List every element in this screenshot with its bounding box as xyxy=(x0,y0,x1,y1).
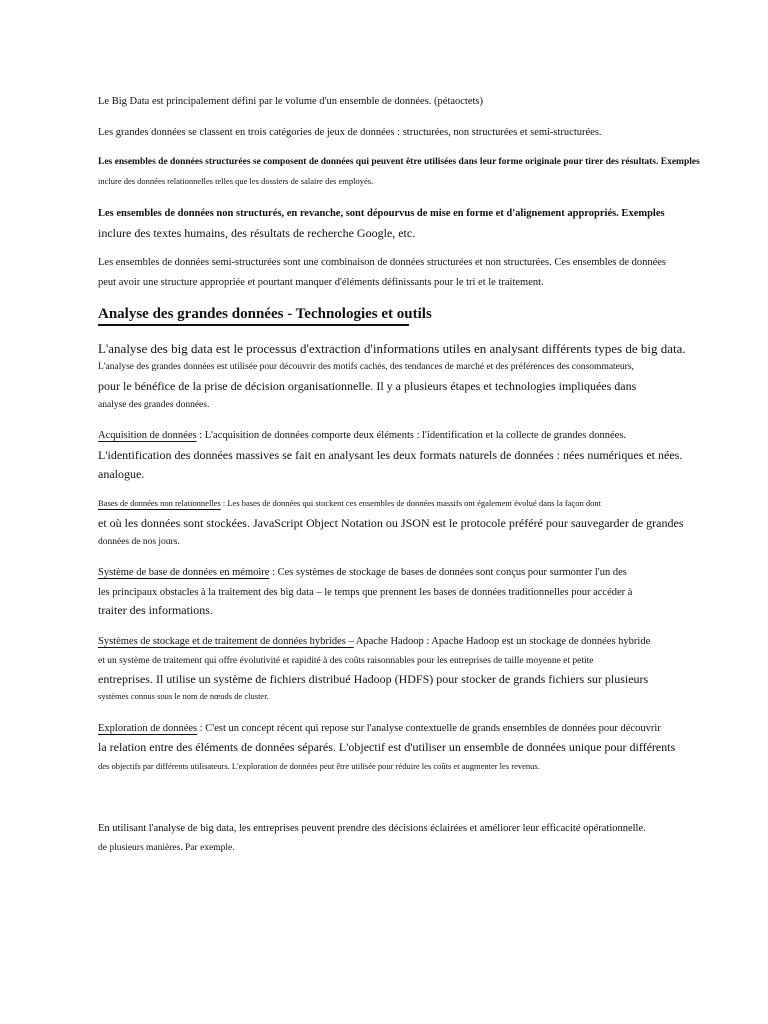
hybrid-line-1 xyxy=(98,636,650,648)
acquisition-term: Acquisition de données xyxy=(98,430,197,441)
semi-structured-line-2: peut avoir une structure appropriée et pourtant manquer d'éléments définissants pour le tri et le traitement. xyxy=(98,277,544,288)
unstructured-line-1: Les ensembles de données non structurés, en revanche, sont dépourvus de mise en forme et d'alignement appropriés. Exemples xyxy=(98,208,665,219)
hybrid-text: Apache Hadoop : Apache Hadoop est un stockage de données hybride xyxy=(353,636,651,647)
inmemory-term: Système de base de données en mémoire xyxy=(98,567,270,578)
nosql-text: : Les bases de données qui stockent ces ensembles de données massifs ont également évolué dans la façon dont xyxy=(220,498,602,508)
closing-line-1: En utilisant l'analyse de big data, les entreprises peuvent prendre des décisions éclairées et améliorer leur efficacité opérationnelle. xyxy=(98,823,646,834)
nosql-line-3: données de nos jours. xyxy=(98,537,180,547)
acquisition-line-2: L'identification des données massives se fait en analysant les deux formats naturels de données : nées numériques et nées. xyxy=(98,448,683,462)
intro-line-4: analyse des grandes données. xyxy=(98,400,210,410)
semi-structured-line-1: Les ensembles de données semi-structurées sont une combinaison de données structurées et non structurées. Ces ensembles de données xyxy=(98,257,667,268)
intro-line-2: L'analyse des grandes données est utilisée pour découvrir des motifs cachés, des tendances de marché et des préférences des consommateurs, xyxy=(98,362,634,372)
acquisition-line-3: analogue. xyxy=(98,467,145,481)
inmemory-text: : Ces systèmes de stockage de bases de données sont conçus pour surmonter l'un des xyxy=(269,567,627,578)
paragraph-big-data-definition: Le Big Data est principalement défini par le volume d'un ensemble de données. (pétaoctets) xyxy=(98,96,484,107)
intro-line-3: pour le bénéfice de la prise de décision organisationnelle. Il y a plusieurs étapes et technologies impliquées dans xyxy=(98,379,637,393)
mining-text: : C'est un concept récent qui repose sur l'analyse contextuelle de grands ensembles de données pour découvrir xyxy=(197,723,661,734)
acquisition-text: : L'acquisition de données comporte deux éléments : l'identification et la collecte de grandes données. xyxy=(196,430,627,441)
section-heading: Analyse des grandes données - Technologies et outils xyxy=(98,306,432,322)
inmemory-line-2: les principaux obstacles à la traitement des big data – le temps que prennent les bases de données traditionnelles pour accéder à xyxy=(98,587,633,598)
structured-line-1: Les ensembles de données structurées se composent de données qui peuvent être utilisées dans leur forme originale pour tirer des résultats. Exemples xyxy=(98,157,700,167)
hybrid-term: Systèmes de stockage et de traitement de données hybrides – xyxy=(98,636,354,647)
unstructured-line-2: inclure des textes humains, des résultats de recherche Google, etc. xyxy=(98,226,416,240)
nosql-line-1 xyxy=(98,499,601,509)
mining-line-3: des objectifs par différents utilisateurs. L'exploration de données peut être utilisée pour réduire les coûts et augmenter les revenus. xyxy=(98,761,540,771)
closing-line-2: de plusieurs manières. Par exemple. xyxy=(98,843,235,853)
inmemory-line-1 xyxy=(98,567,627,579)
paragraph-categories: Les grandes données se classent en trois catégories de jeux de données : structurées, non structurées et semi-structurées. xyxy=(98,127,602,138)
mining-term: Exploration de données xyxy=(98,723,198,734)
mining-line-1 xyxy=(98,723,661,735)
inmemory-line-3: traiter des informations. xyxy=(98,603,213,617)
nosql-term: Bases de données non relationnelles xyxy=(98,498,221,508)
intro-line-1: L'analyse des big data est le processus d'extraction d'informations utiles en analysant différents types de big data. xyxy=(98,341,686,356)
acquisition-line-1 xyxy=(98,430,626,442)
heading-underline xyxy=(98,324,409,326)
nosql-line-2: et où les données sont stockées. JavaScript Object Notation ou JSON est le protocole préféré pour sauvegarder de grandes xyxy=(98,516,684,530)
hybrid-line-4: systèmes connus sous le nom de nœuds de cluster. xyxy=(98,691,269,701)
mining-line-2: la relation entre des éléments de données séparés. L'objectif est d'utiliser un ensemble de données unique pour différents xyxy=(98,740,676,754)
hybrid-line-3: entreprises. Il utilise un système de fichiers distribué Hadoop (HDFS) pour stocker de grands fichiers sur plusieurs xyxy=(98,672,649,686)
hybrid-line-2: et un système de traitement qui offre évolutivité et rapidité à des coûts raisonnables pour les entreprises de taille moyenne et petite xyxy=(98,656,594,666)
structured-line-2: inclure des données relationnelles telles que les dossiers de salaire des employés. xyxy=(98,176,374,186)
